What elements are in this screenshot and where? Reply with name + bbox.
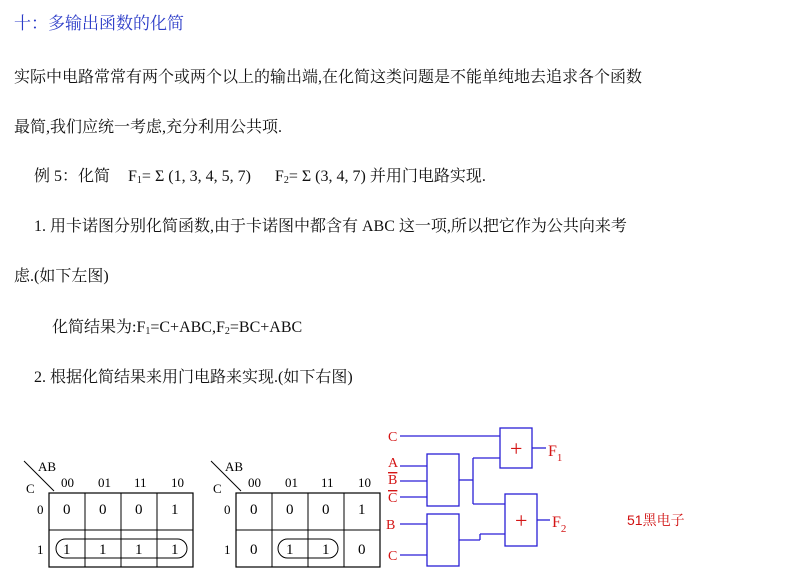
kmap-cell: 1 [322, 542, 330, 558]
input-c-bar: C [388, 491, 398, 506]
kmap-right [201, 455, 386, 573]
kmap-col-header: 11 [134, 475, 147, 490]
gate-circuit [380, 420, 580, 575]
kmap-col-header: 10 [171, 475, 184, 490]
kmap-row-header: 1 [37, 542, 44, 557]
kmap-cell: 1 [63, 542, 71, 558]
intro-paragraph-line2: 最简,我们应统一考虑,充分利用公共项. [14, 119, 283, 136]
watermark: 51黑电子 [627, 512, 685, 528]
or-symbol: + [510, 436, 523, 461]
input-c: C [388, 430, 398, 445]
input-c: C [388, 549, 398, 564]
kmap-col-header: 11 [321, 475, 334, 490]
example-f1: $F_1= \Sigma$ (1, 3, 4, 5, 7) [128, 168, 251, 186]
kmap-cell: 1 [286, 542, 294, 558]
kmap-cell: 1 [99, 542, 107, 558]
kmap-c-label: C [26, 481, 35, 496]
kmap-cell: 0 [63, 502, 71, 518]
output-f1: $F_1$ [548, 443, 563, 464]
and-gate-abc [427, 454, 459, 506]
example-line [34, 163, 486, 186]
kmap-ab-label: AB [38, 459, 57, 474]
kmap-col-header: 10 [358, 475, 371, 490]
kmap-col-header: 01 [98, 475, 111, 490]
kmap-cell: 0 [286, 502, 294, 518]
kmap-c-label: C [213, 481, 222, 496]
kmap-cell: 1 [135, 542, 143, 558]
or-symbol: + [515, 508, 528, 533]
kmap-cell: 0 [358, 542, 366, 558]
kmap-left [14, 455, 199, 573]
example-label: 例 5：化简 [34, 168, 111, 185]
kmap-cell: 1 [171, 502, 179, 518]
kmap-cell: 0 [250, 502, 258, 518]
kmap-cell: 0 [99, 502, 107, 518]
kmap-cell: 1 [358, 502, 366, 518]
kmap-cell: 0 [322, 502, 330, 518]
kmap-cell: 1 [171, 542, 179, 558]
input-b-bar: B [388, 473, 398, 488]
output-f2: $F_2$ [552, 514, 567, 535]
example-f2: $F_2= \Sigma$ (3, 4, 7) 并用门电路实现. [274, 168, 486, 186]
kmap-row-header: 0 [224, 502, 231, 517]
kmap-cell: 0 [135, 502, 143, 518]
step1-line2: 虑.(如下左图) [14, 268, 109, 285]
kmap-col-header: 00 [61, 475, 74, 490]
step2-line: 2. 根据化简结果来用门电路来实现.(如下右图) [34, 369, 353, 386]
kmap-cell: 0 [250, 542, 258, 558]
simplified-result: 化简结果为$:F_1=C+ABC,F_2=BC+ABC$ [52, 319, 303, 337]
section-title: 十：多输出函数的化简 [14, 14, 184, 33]
step1-line1: 1. 用卡诺图分别化简函数,由于卡诺图中都含有 ABC 这一项,所以把它作为公共向来考 [34, 218, 627, 235]
and-gate-bc [427, 514, 459, 566]
kmap-row-header: 1 [224, 542, 231, 557]
input-b: B [386, 518, 396, 533]
input-a: A [388, 456, 399, 471]
intro-paragraph-line1: 实际中电路常常有两个或两个以上的输出端,在化简这类问题是不能单纯地去追求各个函数 [14, 69, 643, 86]
kmap-col-header: 01 [285, 475, 298, 490]
kmap-ab-label: AB [225, 459, 244, 474]
kmap-col-header: 00 [248, 475, 261, 490]
kmap-row-header: 0 [37, 502, 44, 517]
